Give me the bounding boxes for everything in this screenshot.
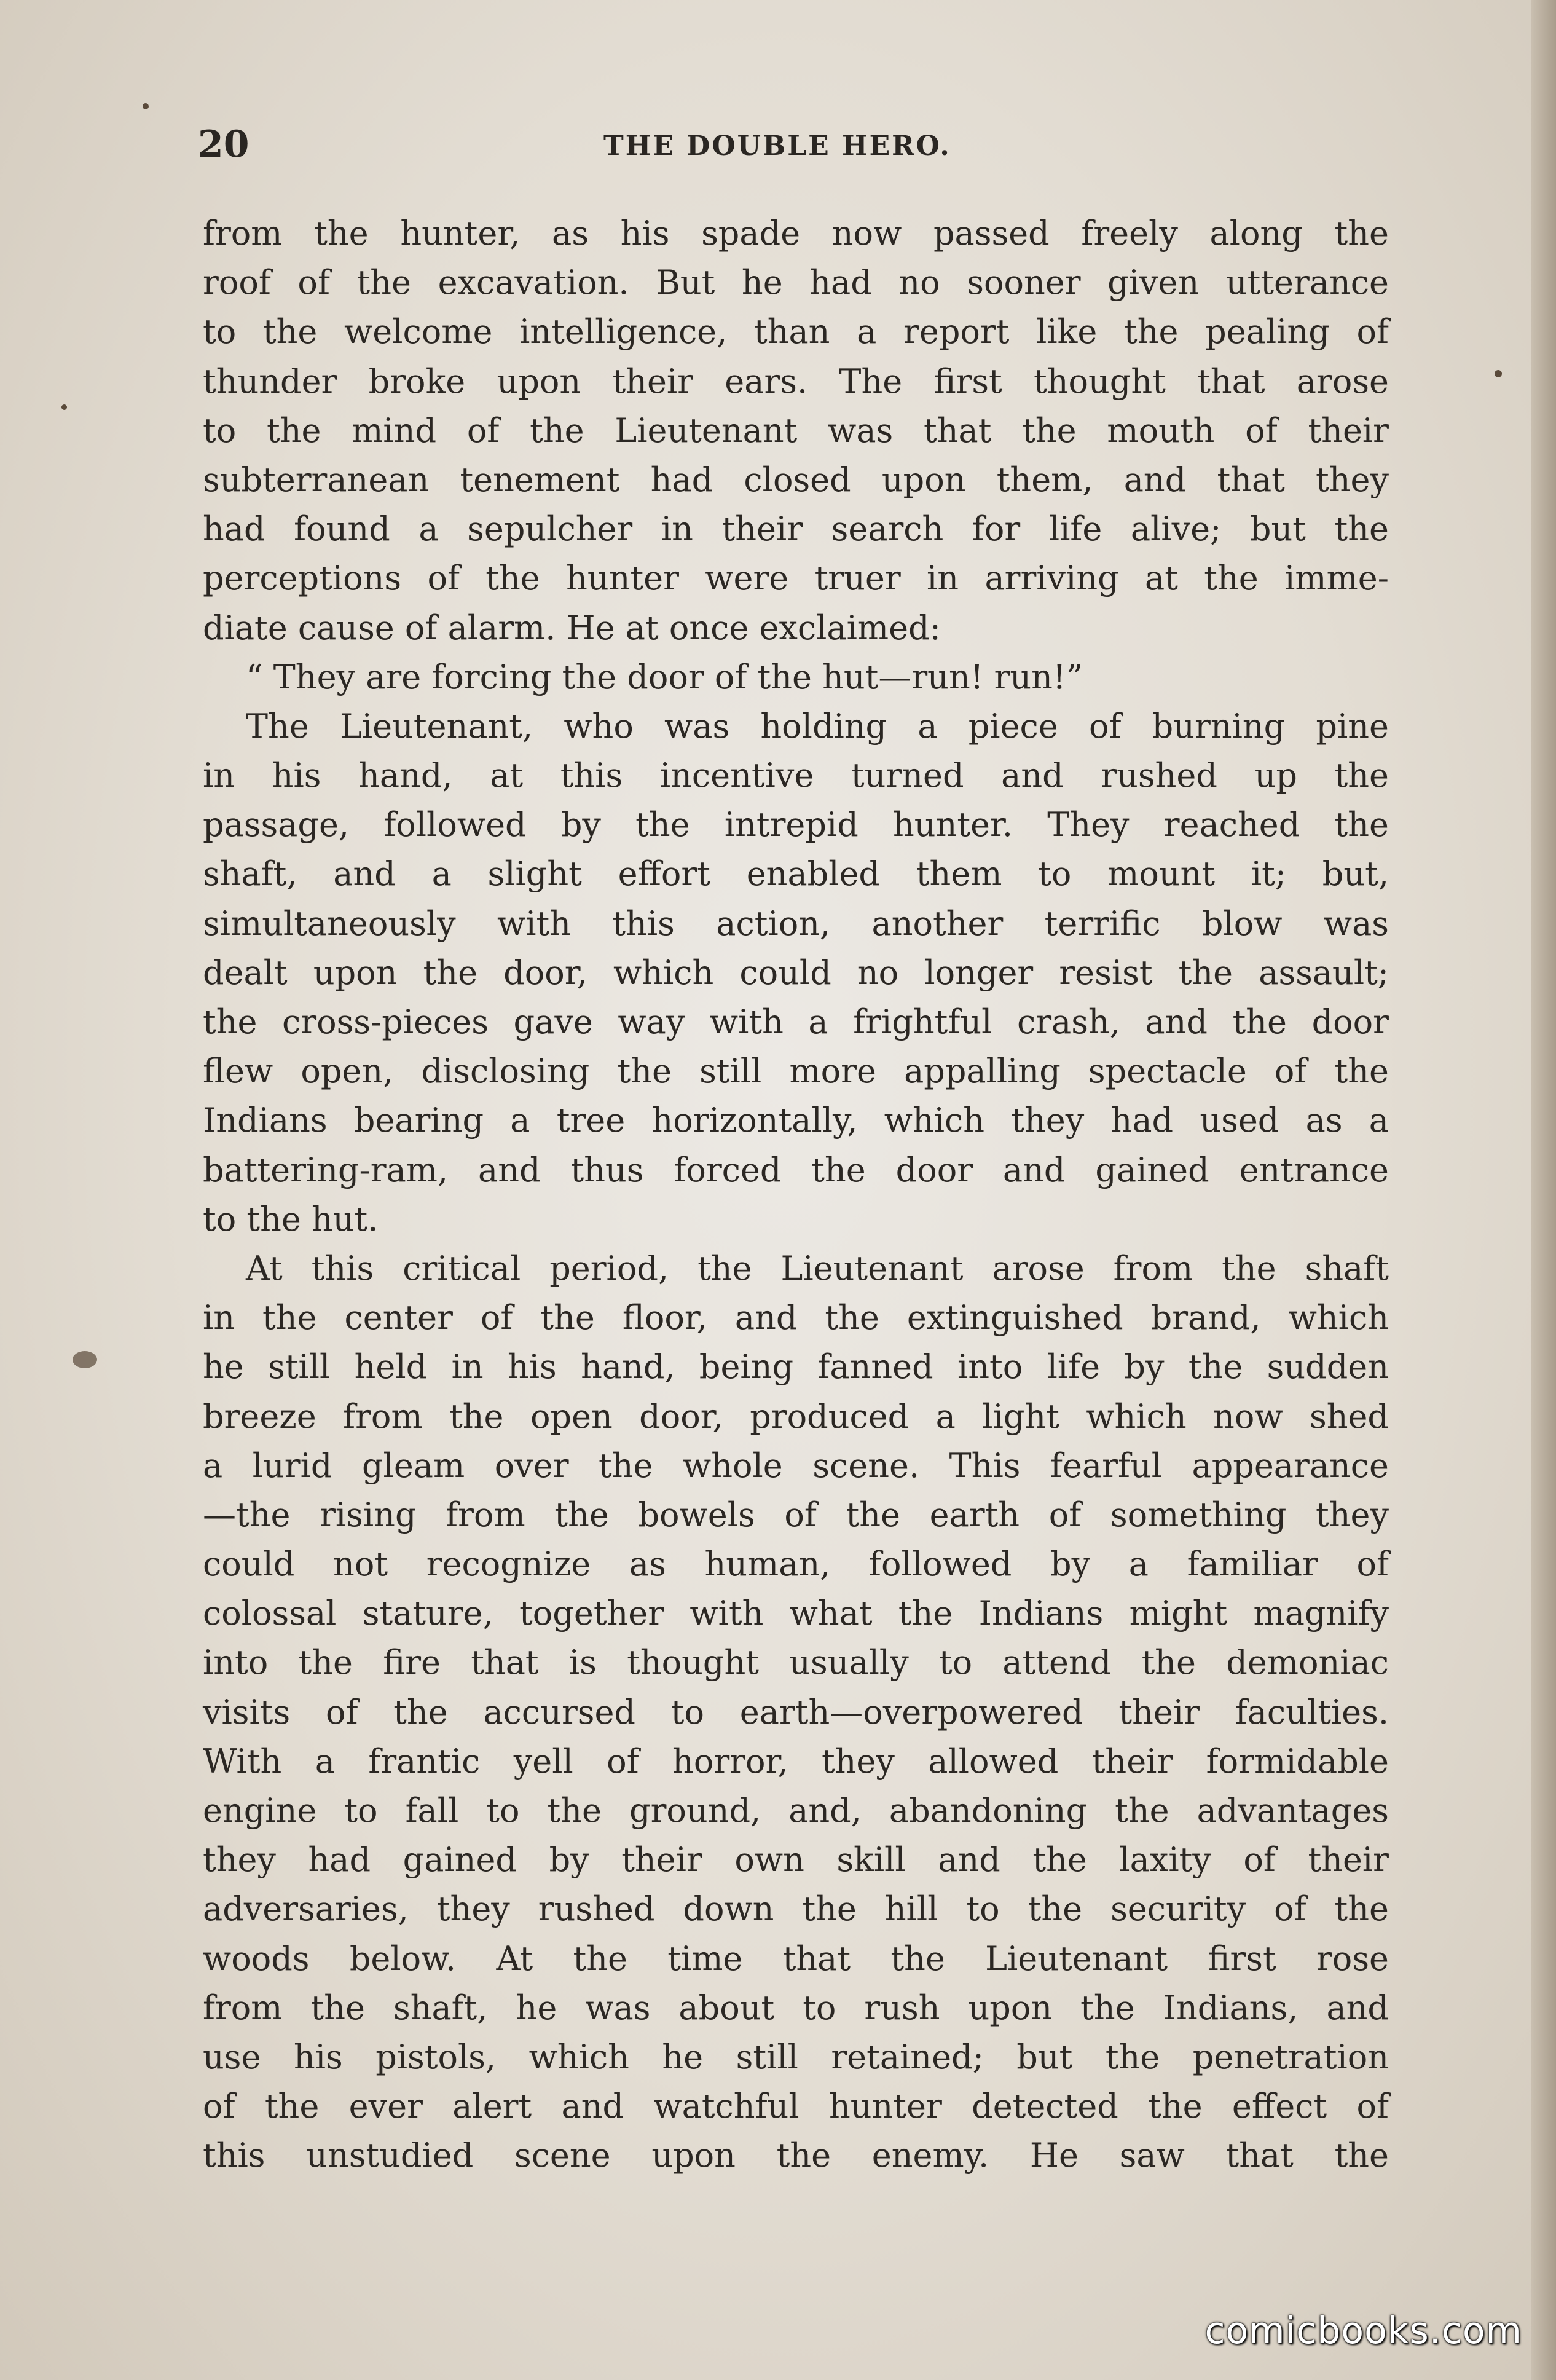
text-line: flew open, disclosing the still more appalling spectacle of the	[203, 1052, 1389, 1091]
text-line: of the ever alert and watchful hunter detected the effect of	[203, 2087, 1389, 2126]
text-line: he still held in his hand, being fanned into life by the sudden	[203, 1347, 1389, 1387]
text-line: could not recognize as human, followed by a familiar of	[203, 1545, 1389, 1584]
ink-speck	[61, 404, 67, 410]
page-number: 20	[198, 123, 250, 166]
text-line: a lurid gleam over the whole scene. This fearful appearance	[203, 1446, 1389, 1485]
text-line: adversaries, they rushed down the hill to the security of the	[203, 1889, 1389, 1929]
text-line: The Lieutenant, who was holding a piece of burning pine	[246, 706, 1389, 746]
page-edge	[1531, 0, 1556, 2380]
text-line: simultaneously with this action, another terrific blow was	[203, 904, 1389, 943]
body-text	[203, 209, 1389, 2181]
text-line: they had gained by their own skill and the laxity of their	[203, 1840, 1389, 1880]
text-line: “ They are forcing the door of the hut—run! run!”	[246, 657, 1083, 696]
text-line: battering-ram, and thus forced the door and gained entrance	[203, 1150, 1389, 1189]
ink-speck	[143, 103, 149, 109]
running-head: THE DOUBLE HERO.	[603, 130, 951, 162]
text-line: engine to fall to the ground, and, abandoning the advantages	[203, 1791, 1389, 1830]
text-line: subterranean tenement had closed upon them, and that they	[203, 460, 1389, 499]
ink-speck	[73, 1351, 97, 1368]
ink-speck	[1495, 370, 1502, 377]
text-line: to the mind of the Lieutenant was that the mouth of their	[203, 411, 1389, 450]
watermark: comicbooks.com	[1204, 2309, 1522, 2352]
page-header	[198, 123, 1402, 172]
text-line: roof of the excavation. But he had no sooner given utterance	[203, 263, 1389, 302]
text-line: colossal stature, together with what the Indians might magnify	[203, 1594, 1389, 1633]
text-line: visits of the accursed to earth—overpowered their faculties.	[203, 1692, 1389, 1732]
text-line: this unstudied scene upon the enemy. He saw that the	[203, 2136, 1389, 2175]
text-line: woods below. At the time that the Lieutenant first rose	[203, 1939, 1389, 1978]
text-line: to the welcome intelligence, than a report like the pealing of	[203, 312, 1389, 352]
text-line: —the rising from the bowels of the earth of something they	[203, 1495, 1389, 1534]
text-line: the cross-pieces gave way with a frightful crash, and the door	[203, 1003, 1389, 1041]
text-line: thunder broke upon their ears. The first thought that arose	[203, 361, 1389, 401]
text-line: had found a sepulcher in their search for life alive; but the	[203, 510, 1389, 549]
text-line: from the hunter, as his spade now passed freely along the	[203, 214, 1389, 253]
text-line: use his pistols, which he still retained; but the penetration	[203, 2037, 1389, 2076]
text-line: to the hut.	[203, 1199, 379, 1239]
text-line: shaft, and a slight effort enabled them to mount it; but,	[203, 854, 1389, 894]
text-line: Indians bearing a tree horizontally, which they had used as a	[203, 1101, 1389, 1140]
text-line: breeze from the open door, produced a light which now shed	[203, 1397, 1389, 1436]
text-line: in the center of the floor, and the extinguished brand, which	[203, 1298, 1389, 1338]
text-line: into the fire that is thought usually to attend the demoniac	[203, 1643, 1389, 1682]
text-line: At this critical period, the Lieutenant arose from the shaft	[246, 1248, 1389, 1288]
text-line: from the shaft, he was about to rush upon the Indians, and	[203, 1988, 1389, 2027]
text-line: perceptions of the hunter were truer in arriving at the imme-	[203, 559, 1389, 598]
text-line: passage, followed by the intrepid hunter. They reached the	[203, 805, 1389, 845]
text-line: diate cause of alarm. He at once exclaimed:	[203, 608, 941, 647]
text-line: in his hand, at this incentive turned and rushed up the	[203, 756, 1389, 795]
text-line: With a frantic yell of horror, they allowed their formidable	[203, 1741, 1389, 1781]
text-line: dealt upon the door, which could no longer resist the assault;	[203, 953, 1389, 992]
